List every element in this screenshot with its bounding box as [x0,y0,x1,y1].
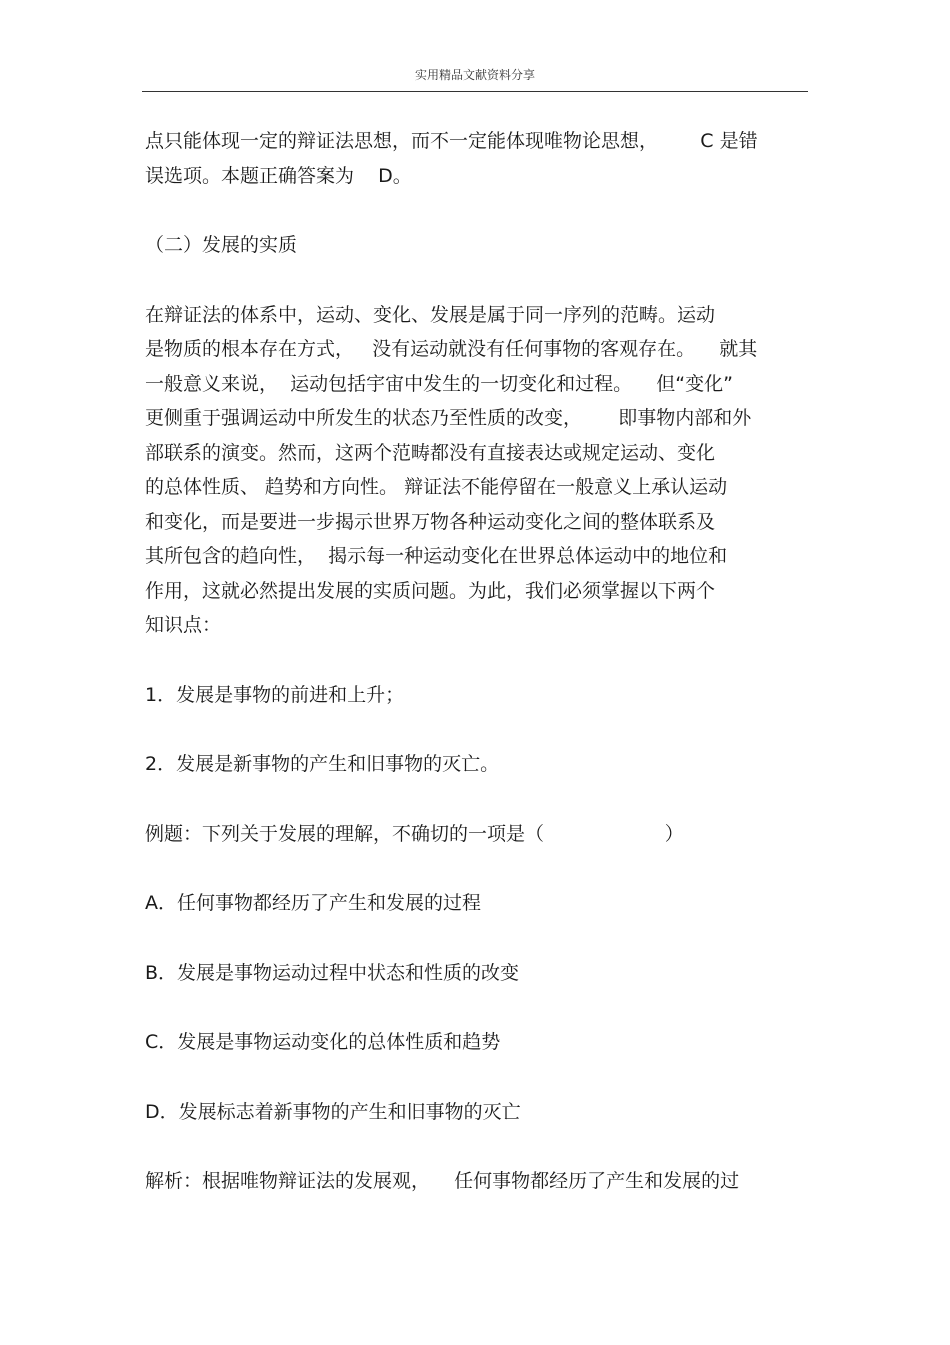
option-d: D．发展标志着新事物的产生和旧事物的灭亡 [145,1100,521,1123]
paragraph-line: 在辩证法的体系中，运动、变化、发展是属于同一序列的范畴。运动 [145,303,716,326]
paragraph-line: 和变化，而是要进一步揭示世界万物各种运动变化之间的整体联系及 [145,510,716,533]
page-header-title: 实用精品文献资料分享 [414,68,535,82]
knowledge-point-2: 2．发展是新事物的产生和旧事物的灭亡。 [145,753,500,775]
paragraph-line: 作用，这就必然提出发展的实质问题。为此，我们必须掌握以下两个 [145,579,716,602]
option-a: A．任何事物都经历了产生和发展的过程 [145,892,481,914]
paragraph-line: 是物质的根本存在方式， 没有运动就没有任何事物的客观存在。 就其 [145,338,758,360]
document-body [145,124,810,1199]
paragraph-line: 其所包含的趋向性， 揭示每一种运动变化在世界总体运动中的地位和 [145,545,728,567]
example-question: 例题：下列关于发展的理解，不确切的一项是（ ） [145,822,684,845]
knowledge-point-1: 1．发展是事物的前进和上升； [145,683,405,706]
paragraph-line: 更侧重于强调运动中所发生的状态乃至性质的改变， 即事物内部和外 [145,407,752,429]
paragraph-line: 一般意义来说， 运动包括宇宙中发生的一切变化和过程。 但“变化” [145,372,733,395]
option-c: C．发展是事物运动变化的总体性质和趋势 [145,1031,501,1053]
header-divider [142,91,808,92]
paragraph-line: 知识点： [145,614,222,636]
paragraph-line: 部联系的演变。然而，这两个范畴都没有直接表达或规定运动、变化 [145,441,716,464]
main-paragraph [145,298,810,643]
intro-line-2: 误选项。本题正确答案为 D。 [145,164,412,187]
intro-line-1: 点只能体现一定的辩证法思想，而不一定能体现唯物论思想， C 是错 [145,130,758,152]
section-heading: （二）发展的实质 [145,234,298,256]
paragraph-line: 的总体性质、 趋势和方向性。 辩证法不能停留在一般意义上承认运动 [145,476,728,498]
option-b: B．发展是事物运动过程中状态和性质的改变 [145,961,520,984]
analysis-line: 解析：根据唯物辩证法的发展观， 任何事物都经历了产生和发展的过 [145,1170,740,1192]
